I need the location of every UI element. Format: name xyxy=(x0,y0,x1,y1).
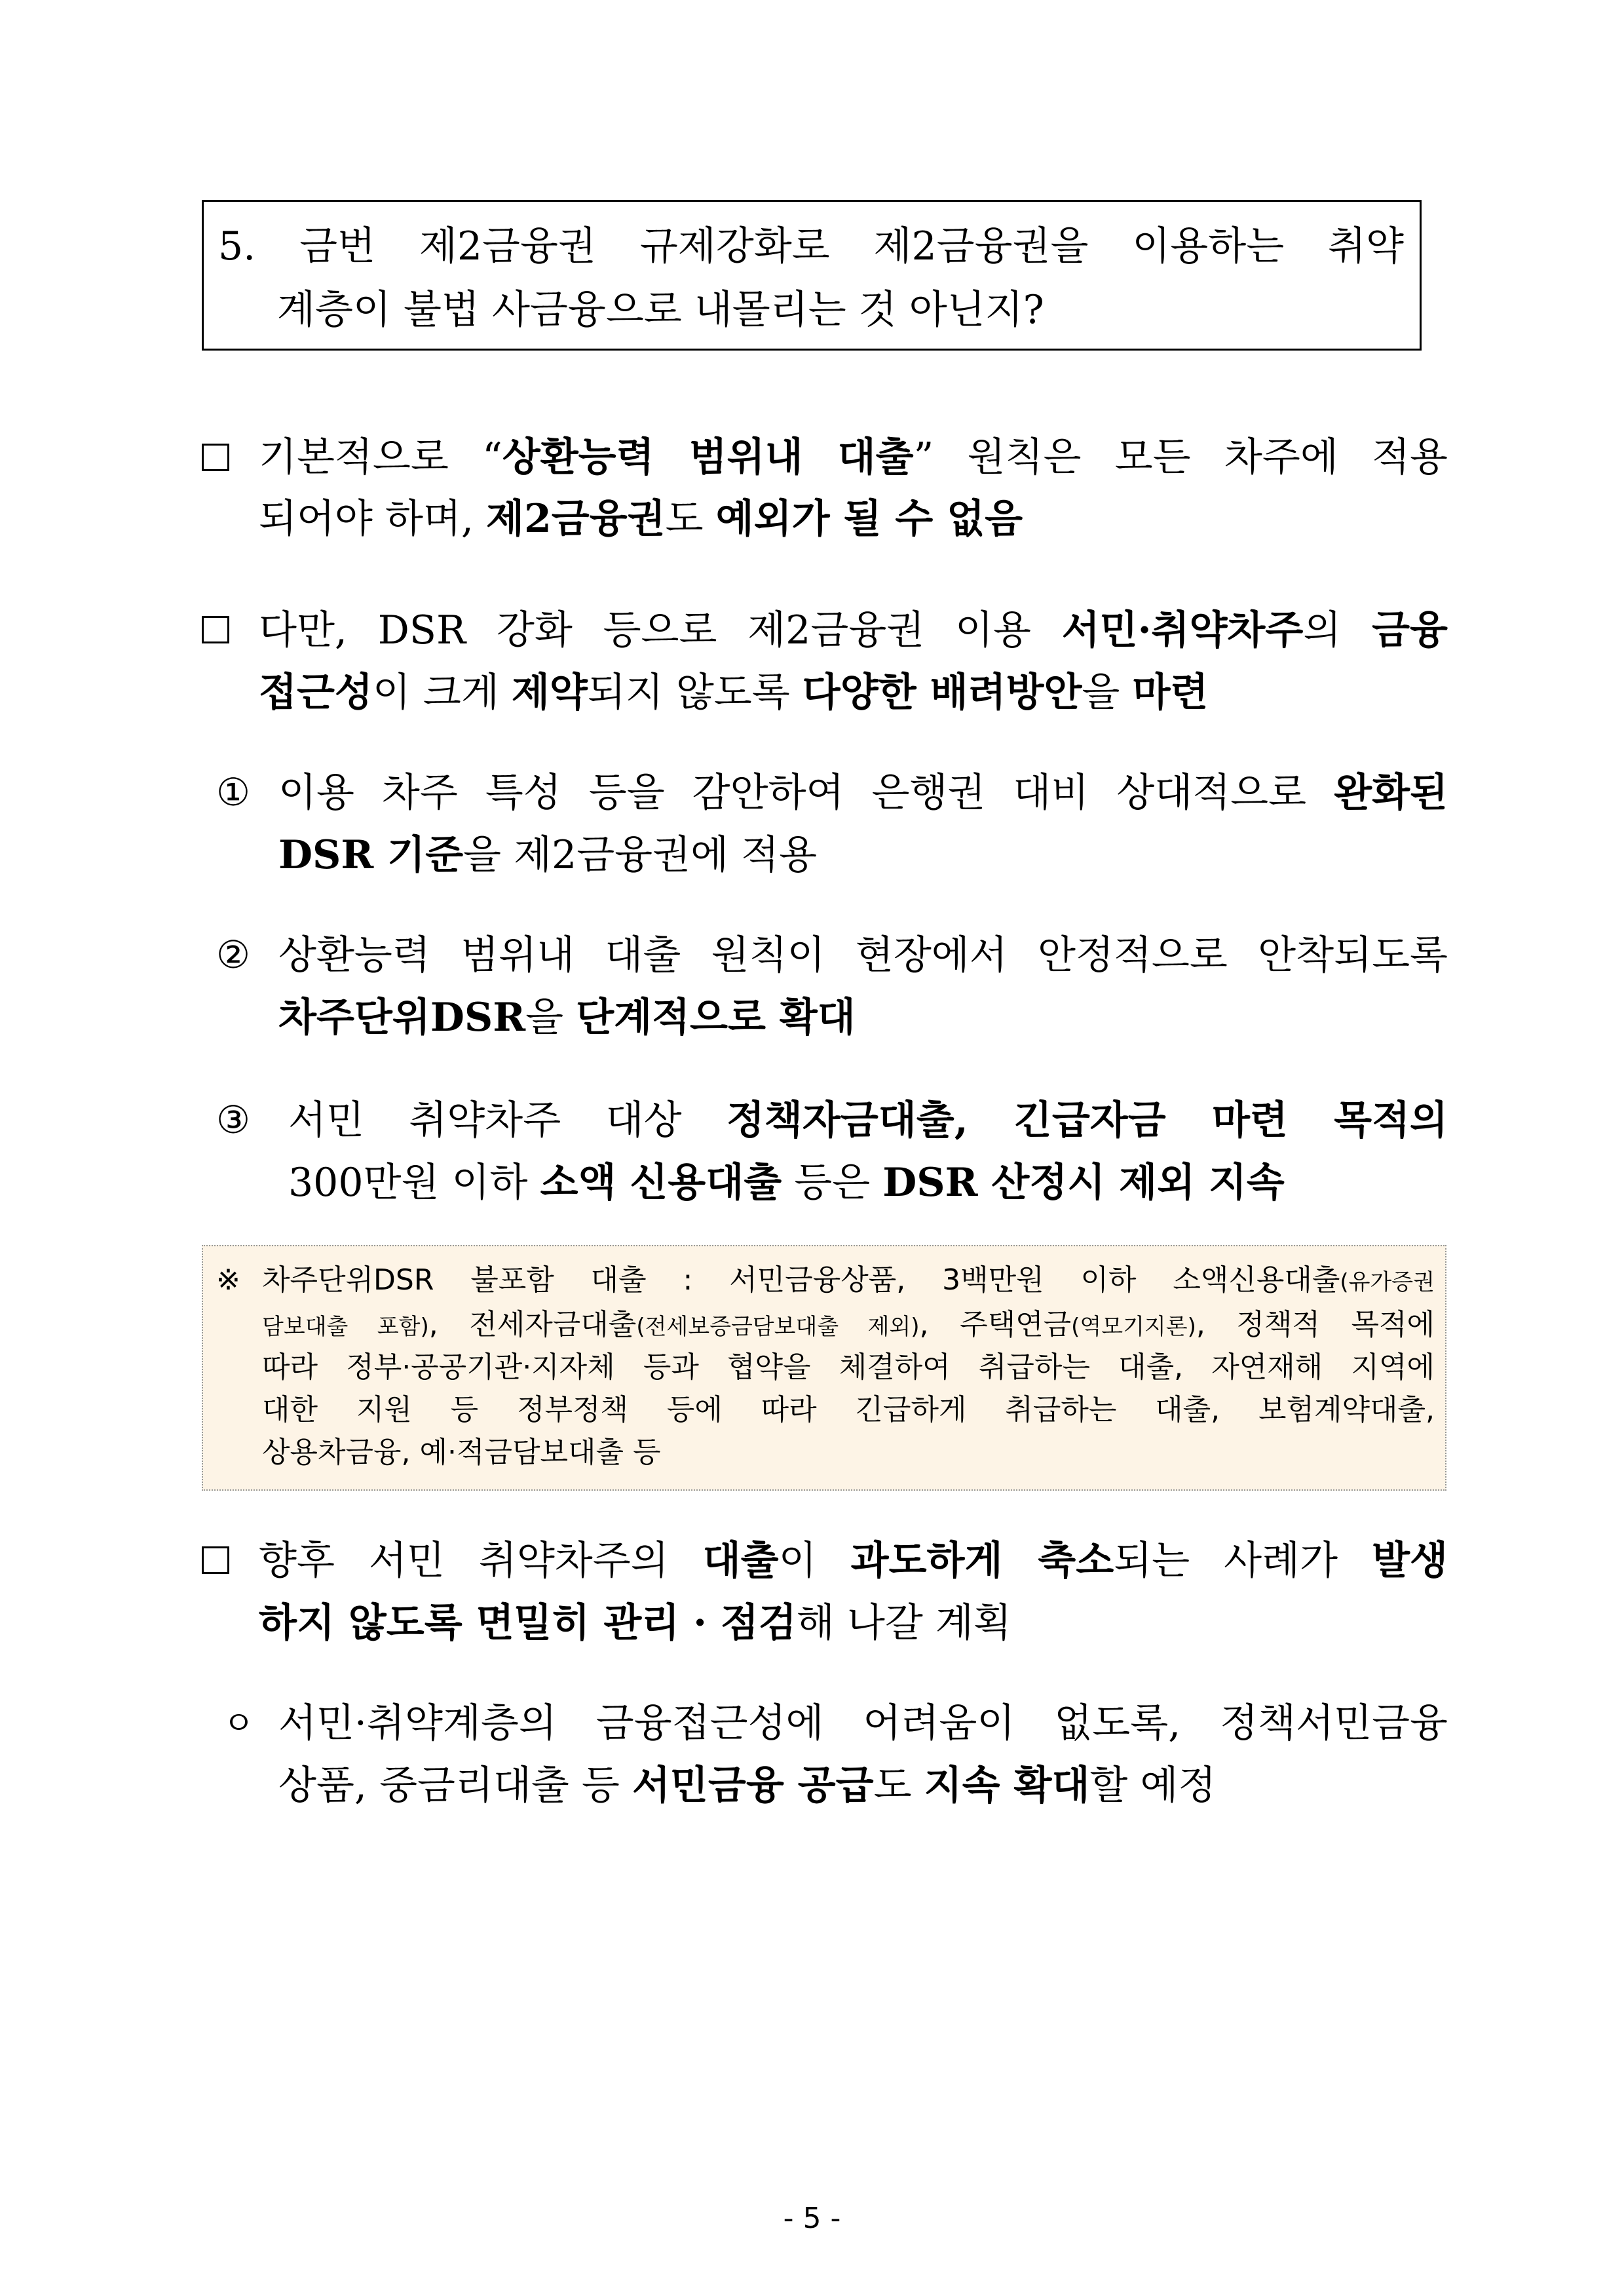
page-number: - 5 - xyxy=(783,2202,841,2235)
item-3-bold-d: 소액 신용대출 xyxy=(540,1160,782,1206)
para-1-text-c: ” 원칙은 모든 차주에 적용 xyxy=(913,434,1448,480)
para-2-text-h: 되지 않도록 xyxy=(587,670,803,716)
note-line-2-small-c: (전세보증금담보대출 제외) xyxy=(636,1314,920,1340)
note-line-5: 상용차금융, 예·적금담보대출 등 xyxy=(262,1436,661,1469)
note-line-1-text: 차주단위DSR 불포함 대출 : 서민금융상품, 3백만원 이하 소액신용대출 xyxy=(262,1263,1340,1297)
para-1-text-d: 되어야 하며, xyxy=(259,496,487,542)
note-line-2-text-d: , 주택연금 xyxy=(919,1308,1072,1341)
para-3-bold-b: 대출 xyxy=(702,1538,779,1584)
question-title-line-2: 계층이 불법 사금융으로 내몰리는 것 아닌지? xyxy=(277,287,1044,333)
circled-number-2: ② xyxy=(216,932,250,977)
para-1-line-1 xyxy=(259,434,1448,480)
question-title-line-1: 5. 금번 제2금융권 규제강화로 제2금융권을 이용하는 취약 xyxy=(218,223,1404,269)
para-2-text-j: 을 xyxy=(1082,670,1133,716)
note-line-2-small-a: 담보대출 포함) xyxy=(262,1314,429,1340)
para-3-bold-f: 발생 xyxy=(1372,1538,1448,1584)
item-1-text-d: 을 제2금융권에 적용 xyxy=(463,832,818,878)
item-2-line-2 xyxy=(278,995,856,1041)
para-4-line-1: 서민·취약계층의 금융접근성에 어려움이 없도록, 정책서민금융 xyxy=(278,1700,1448,1746)
para-2-bold-i: 다양한 배려방안 xyxy=(802,670,1082,716)
note-line-2-small-e: (역모기지론) xyxy=(1071,1314,1196,1340)
circled-number-3: ③ xyxy=(216,1098,250,1142)
note-line-3: 따라 정부·공공기관·지자체 등과 협약을 체결하여 취급하는 대출, 자연재해 지역에 xyxy=(262,1350,1435,1384)
para-2-bold-d: 금융 xyxy=(1372,607,1448,653)
item-2-line-1: 상환능력 범위내 대출 원칙이 현장에서 안정적으로 안착되도록 xyxy=(278,932,1448,978)
para-4-text-b: 상품, 중금리대출 등 xyxy=(278,1763,632,1808)
item-3-bold-f: DSR 산정시 제외 지속 xyxy=(882,1160,1285,1206)
note-line-1-small: (유가증권 xyxy=(1340,1269,1435,1295)
para-4-text-d: 도 xyxy=(873,1763,924,1808)
para-3-text-h: 해 나갈 계획 xyxy=(796,1600,1011,1646)
item-2-bold-d: 단계적으로 확대 xyxy=(576,995,856,1041)
note-line-2-text-f: , 정책적 목적에 xyxy=(1196,1308,1435,1341)
question-title-box xyxy=(202,200,1422,351)
note-line-4: 대한 지원 등 정부정책 등에 따라 긴급하게 취급하는 대출, 보험계약대출, xyxy=(262,1393,1435,1426)
checkbox-bullet xyxy=(202,1546,229,1574)
item-2-bold-b: 차주단위DSR xyxy=(278,995,526,1041)
item-1-bold-b: 완화된 xyxy=(1334,770,1448,816)
note-line-2 xyxy=(262,1308,1435,1341)
item-3-text-e: 등은 xyxy=(782,1160,883,1206)
para-4-line-2 xyxy=(278,1763,1217,1808)
para-2-line-1 xyxy=(259,607,1448,653)
circled-number-1: ① xyxy=(216,770,250,814)
circle-bullet: ㅇ xyxy=(223,1704,255,1742)
para-2-text-a: 다만, DSR 강화 등으로 제2금융권 이용 xyxy=(259,607,1062,653)
para-1-text-f: 도 xyxy=(665,496,716,542)
para-4-bold-e: 지속 확대 xyxy=(924,1763,1090,1808)
item-1-line-2 xyxy=(278,832,818,878)
item-3-line-2 xyxy=(288,1160,1285,1206)
item-1-bold-c: DSR 기준 xyxy=(278,832,464,878)
para-2-line-2 xyxy=(259,670,1209,716)
note-box xyxy=(202,1245,1446,1491)
item-3-text-c: 300만원 이하 xyxy=(288,1160,540,1206)
para-2-bold-e: 접근성 xyxy=(259,670,373,716)
para-1-bold-b: 상환능력 범위내 대출 xyxy=(502,434,914,480)
note-line-1 xyxy=(262,1263,1435,1297)
para-1-bold-g: 예외가 될 수 없음 xyxy=(715,496,1023,542)
item-3-bold-b: 정책자금대출, 긴급자금 마련 목적의 xyxy=(726,1098,1448,1143)
checkbox-bullet xyxy=(202,616,229,643)
item-2-text-c: 을 xyxy=(525,995,576,1041)
para-3-bold-g: 하지 않도록 면밀히 관리 · 점검 xyxy=(259,1600,797,1646)
item-1-text-a: 이용 차주 특성 등을 감안하여 은행권 대비 상대적으로 xyxy=(278,770,1334,816)
note-mark: ※ xyxy=(216,1263,240,1297)
para-2-bold-b: 서민·취약차주 xyxy=(1061,607,1304,653)
para-3-bold-d: 과도하게 축소 xyxy=(850,1538,1114,1584)
item-1-line-1 xyxy=(278,770,1448,816)
para-3-line-1 xyxy=(259,1538,1448,1584)
para-3-text-c: 이 xyxy=(778,1538,851,1584)
para-4-text-f: 할 예정 xyxy=(1089,1763,1217,1808)
para-2-text-c: 의 xyxy=(1303,607,1372,653)
para-3-text-e: 되는 사례가 xyxy=(1114,1538,1372,1584)
para-3-text-a: 향후 서민 취약차주의 xyxy=(259,1538,703,1584)
para-2-bold-g: 제약 xyxy=(511,670,588,716)
para-1-line-2 xyxy=(259,496,1023,542)
item-3-text-a: 서민 취약차주 대상 xyxy=(288,1098,727,1143)
para-2-bold-k: 마련 xyxy=(1132,670,1209,716)
note-line-2-text-b: , 전세자금대출 xyxy=(428,1308,637,1341)
para-3-line-2 xyxy=(259,1600,1011,1646)
para-2-text-f: 이 크게 xyxy=(372,670,512,716)
para-1-text-a: 기본적으로 “ xyxy=(259,434,502,480)
item-3-line-1 xyxy=(288,1098,1448,1143)
para-4-bold-c: 서민금융 공급 xyxy=(632,1763,874,1808)
para-1-bold-e: 제2금융권 xyxy=(486,496,666,542)
checkbox-bullet xyxy=(202,444,229,471)
